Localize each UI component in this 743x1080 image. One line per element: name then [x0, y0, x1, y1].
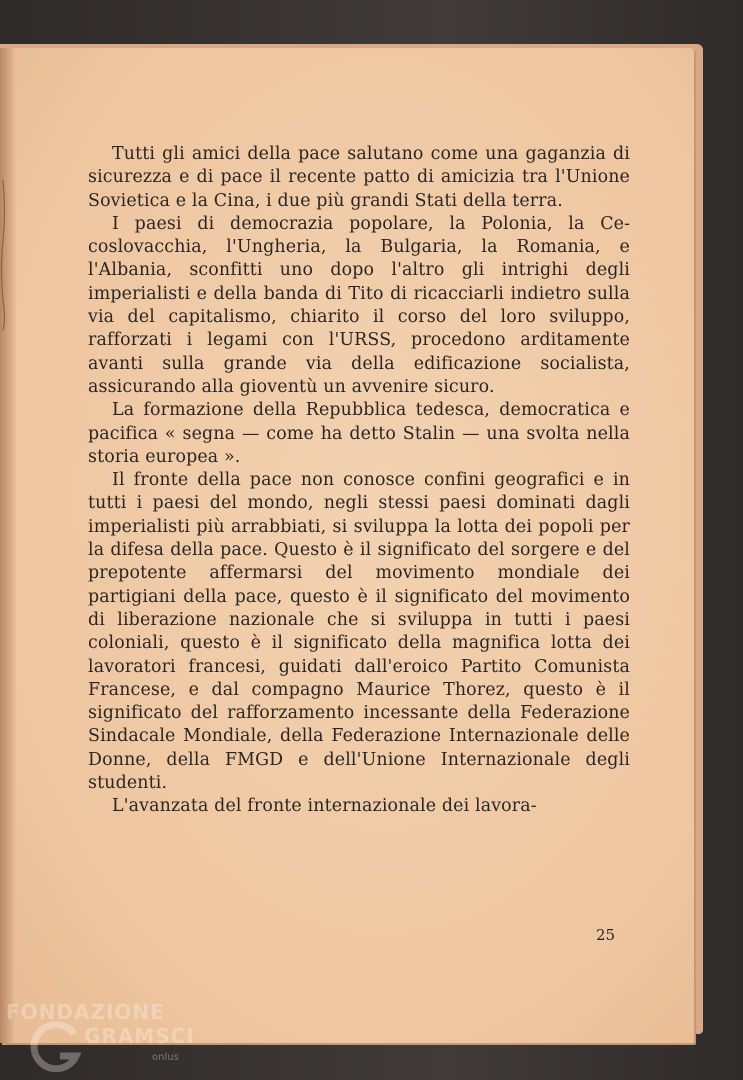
paragraph: I paesi di democrazia popolare, la Polonia, la Cecoslovacchia, l'Ungheria, la Bulgaria, la Romania, e l'Albania, sconfitti uno dopo l'altro gli intrighi degli imperialisti e della banda di Tito di ricacciarli indietro sulla via del capitalismo, chiarito il corso del loro sviluppo, rafforzati i legami con l'URSS, procedono arditamente avanti sulla grande via della edificazione socialista, assicurando alla gioventù un avvenire sicuro.	[88, 213, 630, 397]
watermark	[2, 996, 202, 1080]
paragraph: L'avanzata del fronte internazionale dei lavora-	[112, 796, 537, 817]
watermark-line1: FONDAZIONE	[6, 1000, 165, 1024]
body-text	[88, 143, 630, 819]
watermark-logo-icon	[30, 1020, 86, 1076]
page-number: 25	[596, 926, 616, 944]
paragraph: Il fronte della pace non conosce confini geografici e in tutti i paesi del mondo, negli stessi paesi dominati dagli imperialisti più arrabbiati, si sviluppa la lotta dei popoli per la difesa della pace. Questo è il significato del sorgere e del prepotente affermarsi del movimento mondiale dei partigiani della pace, questo è il significato del movimento di liberazione nazionale che si sviluppa in tutti i paesi coloniali, questo è il significato della magnifica lotta dei lavoratori francesi, guidati dall'eroico Partito Comunista Francese, e dal compagno Maurice Thorez, questo è il significato del rafforzamento incessante della Federazione Sindacale Mondiale, della Federazione Internazionale delle Donne, della FMGD e dell'Unione Internazionale degli studenti.	[88, 470, 630, 794]
binding-mark	[0, 180, 6, 330]
paragraph: La formazione della Repubblica tedesca, democratica e pacifica « segna — come ha detto Stalin — una svolta nella storia europea ».	[88, 400, 630, 467]
watermark-suffix: onlus	[152, 1052, 179, 1063]
paragraph: Tutti gli amici della pace salutano come una gaganzia di sicurezza e di pace il recente patto di amicizia tra l'Unione Sovietica e la Cina, i due più grandi Stati della terra.	[88, 144, 630, 211]
watermark-line2: GRAMSCI	[84, 1024, 195, 1048]
